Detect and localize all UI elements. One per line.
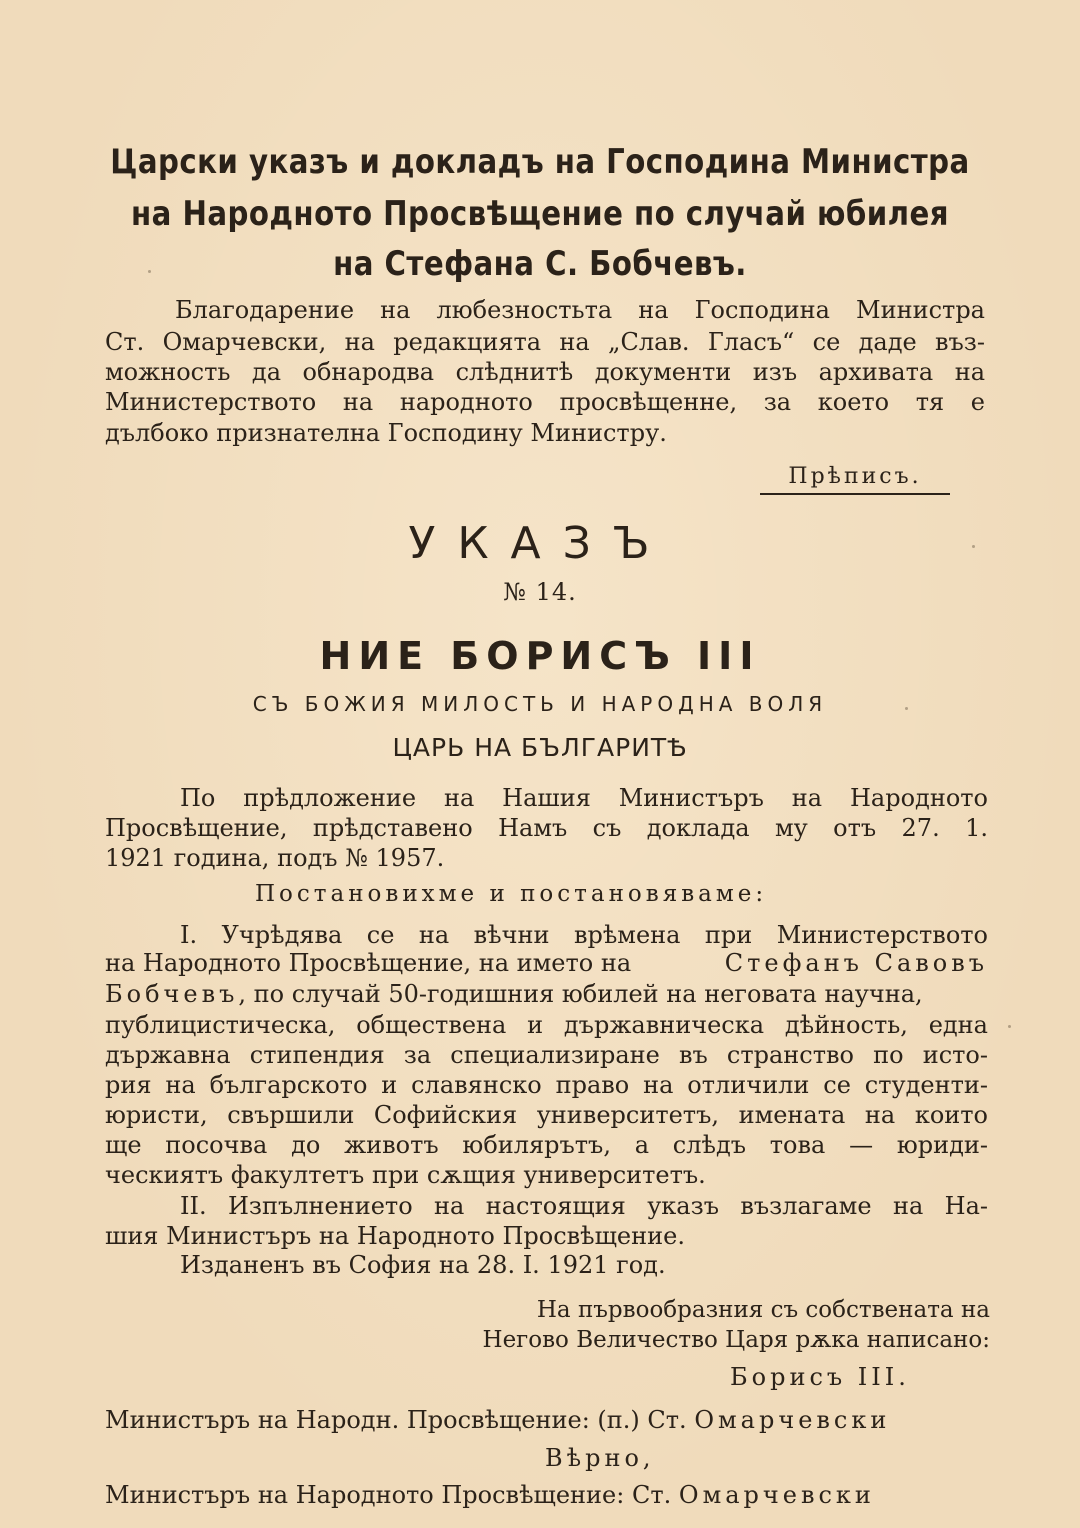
- original-note-line-2: [400, 1325, 990, 1355]
- decree-number: № 14.: [503, 578, 577, 606]
- article1-line-3-text: , по случай 50-годишния юбилей на неговата научна,: [238, 980, 923, 1008]
- article1-line-7: юристи, свършили Софийския университетъ, имената на които: [105, 1101, 988, 1129]
- copy-mark: Прѣписъ.: [760, 464, 950, 495]
- certified-line: Вѣрно,: [545, 1444, 655, 1472]
- original-note-line-1-text: На първообразния съ собствената на: [536, 1297, 990, 1323]
- heading-line-3: на Стефана С. Бобчевъ.: [333, 244, 747, 284]
- minister-line-2: [105, 1480, 875, 1510]
- article1-line-5: държавна стипендия за специализиране въ странство по исто-: [105, 1041, 988, 1069]
- heading-line-2: на Народното Просвѣщение по случай юбилея: [131, 194, 949, 234]
- issued-line: Изданенъ въ София на 28. I. 1921 год.: [180, 1251, 666, 1279]
- article2-line-1: II. Изпълнението на настоящия указъ възлагаме на На-: [180, 1192, 988, 1220]
- paper-speck: [972, 545, 975, 548]
- article1-line-4: публицистическа, обществена и държавническа дѣйность, една: [105, 1011, 988, 1039]
- proposal-line-1: По прѣдложение на Нашия Министъръ на Народното: [180, 784, 988, 812]
- tsar-title: ЦАРЬ НА БЪЛГАРИТѢ: [392, 733, 688, 762]
- heading-line-1: Царски указъ и докладъ на Господина Министра: [110, 142, 970, 182]
- paper-speck: [905, 707, 908, 710]
- minister-name-2: Омарчевски: [678, 1481, 875, 1509]
- decree-title: УКАЗЪ: [408, 518, 672, 569]
- minister-line-1-prefix: Министъръ на Народн. Просвѣщение: (п.) Ст.: [105, 1406, 687, 1434]
- intro-line-4: Министерството на народното просвѣщенне, за което тя е: [105, 388, 985, 416]
- article1-line-2: [105, 948, 988, 978]
- paper-speck: [1008, 1025, 1011, 1028]
- intro-line-5: дълбоко признателна Господину Министру.: [105, 419, 667, 447]
- honoree-name: Стефанъ Савовъ: [724, 949, 988, 977]
- minister-name-1: Омарчевски: [694, 1406, 891, 1434]
- article1-line-8: ще посочва до животъ юбилярътъ, а слѣдъ това — юриди-: [105, 1131, 988, 1159]
- minister-line-2-prefix: Министъръ на Народното Просвѣщение: Ст.: [105, 1481, 672, 1509]
- king-name: НИЕ БОРИСЪ III: [319, 634, 761, 678]
- article1-line-1: I. Учрѣдява се на вѣчни врѣмена при Министерството: [180, 921, 988, 949]
- tsar-signature: Борисъ III.: [730, 1363, 910, 1391]
- intro-line-1: Благодарение на любезностьта на Господина Министра: [175, 296, 985, 324]
- article2-line-2: шия Министъръ на Народното Просвѣщение.: [105, 1222, 685, 1250]
- article1-line-3: [105, 979, 988, 1009]
- honoree-surname: Бобчевъ: [105, 980, 239, 1008]
- original-note-line-1: [400, 1295, 990, 1325]
- intro-line-3: можность да обнародва слѣднитѣ документи изъ архивата на: [105, 358, 985, 386]
- resolved-heading: Постановихме и постановяваме:: [255, 881, 768, 907]
- article1-line-9: ческиятъ факултетъ при сѫщия университетъ.: [105, 1161, 706, 1189]
- paper-speck: [148, 270, 151, 273]
- article1-line-6: рия на българското и славянско право на отличили се студенти-: [105, 1071, 988, 1099]
- proposal-line-3: 1921 година, подъ № 1957.: [105, 844, 445, 872]
- original-note-line-2-text: Негово Величество Царя рѫка написано:: [482, 1327, 990, 1353]
- proposal-line-2: Просвѣщение, прѣдставено Намъ съ доклада му отъ 27. 1.: [105, 814, 988, 842]
- by-grace-line: СЪ БОЖИЯ МИЛОСТЬ И НАРОДНА ВОЛЯ: [252, 692, 828, 716]
- intro-line-2: Ст. Омарчевски, на редакцията на „Слав. Гласъ“ се даде въз-: [105, 328, 985, 356]
- article1-line-2-text: на Народното Просвѣщение, на името на: [105, 949, 632, 977]
- minister-line-1: [105, 1405, 890, 1435]
